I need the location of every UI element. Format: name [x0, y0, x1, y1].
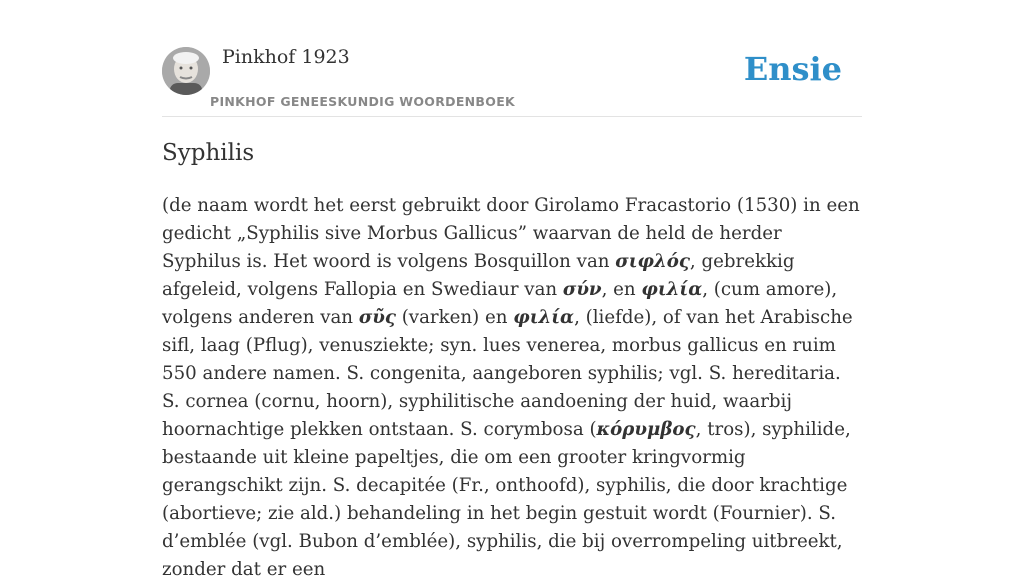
- entry-text: , (cum amore), volgens anderen van: [162, 279, 838, 328]
- greek-term: κόρυμβος: [596, 419, 696, 440]
- greek-term: φιλία: [513, 307, 575, 328]
- site-title[interactable]: Pinkhof 1923: [222, 46, 350, 68]
- entry-title: Syphilis: [162, 140, 255, 166]
- page: [162, 0, 862, 580]
- entry-text: (varken) en: [395, 307, 514, 328]
- greek-term: σιφλός: [615, 251, 690, 272]
- entry-text: , en: [601, 279, 642, 300]
- site-subtitle: PINKHOF GENEESKUNDIG WOORDENBOEK: [210, 94, 516, 109]
- greek-term: φιλία: [641, 279, 703, 300]
- header: [162, 0, 862, 117]
- entry-text: (de naam wordt het eerst gebruikt door Girolamo Fracastorio (1530) in een gedicht „Syphilis sive Morbus Gallicus” waarvan de held de herder Syphilus is. Het woord is volgens Bosquillon van: [162, 195, 860, 272]
- greek-term: σύν: [562, 279, 602, 300]
- entry-text: , (liefde), of van het Arabische sifl, laag (Pflug), venusziekte; syn. lues venerea, morbus gallicus en ruim 550 andere namen. S. congenita, aangeboren syphilis; vgl. S. hereditaria. S. cornea (cornu, hoorn), syphilitische aandoening der huid, waarbij hoornachtige plekken ontstaan. S. corymbosa (: [162, 307, 853, 440]
- author-avatar[interactable]: [162, 47, 210, 95]
- entry-body: [162, 192, 862, 584]
- brand-logo[interactable]: Ensie: [743, 50, 842, 88]
- entry-text: , tros), syphilide, bestaande uit kleine papeltjes, die om een grooter kringvormig gerangschikt zijn. S. decapitée (Fr., onthoofd), syphilis, die door krachtige (abortieve; zie ald.) behandeling in het begin gestuit wordt (Fournier). S. d’emblée (vgl. Bubon d’emblée), syphilis, die bij overrompeling uitbreekt, zonder dat er een: [162, 419, 851, 580]
- greek-term: σῦς: [358, 307, 396, 328]
- entry-text: , gebrekkig afgeleid, volgens Fallopia en Swediaur van: [162, 251, 795, 300]
